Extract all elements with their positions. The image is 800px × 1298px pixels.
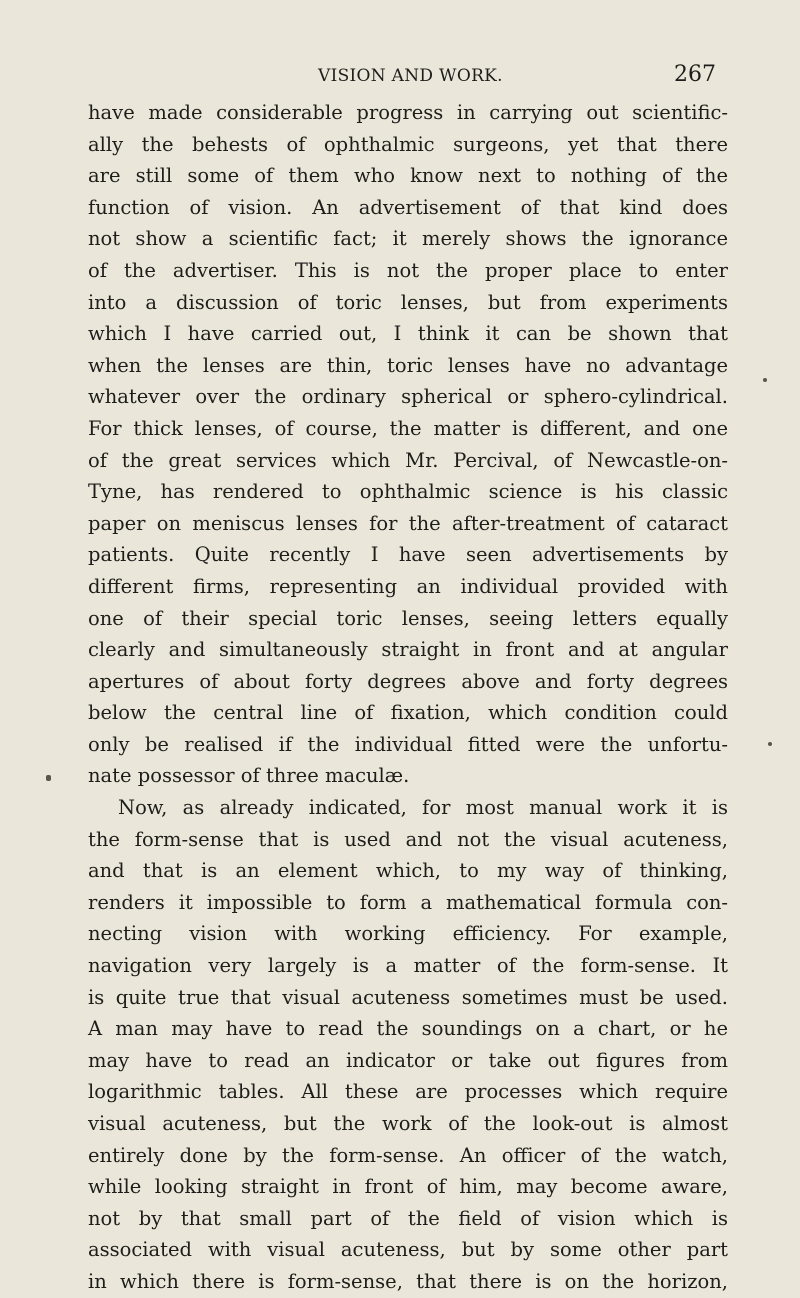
text-line: Tyne, has rendered to ophthalmic science is his classic xyxy=(88,480,728,504)
text-line: is quite true that visual acuteness sometimes must be used. xyxy=(88,985,728,1009)
text-line: have made considerable progress in carrying out scientific- xyxy=(88,101,728,124)
text-line: renders it impossible to form a mathematical formula con- xyxy=(88,890,728,914)
running-title: VISION AND WORK. xyxy=(318,66,503,86)
paper-speck xyxy=(768,742,772,746)
text-line: A man may have to read the soundings on a chart, or he xyxy=(88,1017,728,1041)
paper-speck xyxy=(763,378,767,382)
text-line: paper on meniscus lenses for the after-treatment of cataract xyxy=(88,511,728,535)
text-line: clearly and simultaneously straight in front and at angular xyxy=(88,638,728,662)
text-line: logarithmic tables. All these are processes which require xyxy=(88,1080,728,1104)
text-line: not show a scientific fact; it merely shows the ignorance xyxy=(88,227,728,251)
text-line: only be realised if the individual fitted were the unfortu- xyxy=(88,732,728,756)
text-line: entirely done by the form-sense. An officer of the watch, xyxy=(88,1143,728,1167)
text-line: one of their special toric lenses, seeing letters equally xyxy=(88,606,728,630)
text-line: which I have carried out, I think it can be shown that xyxy=(88,322,728,346)
text-line: For thick lenses, of course, the matter is different, and one xyxy=(88,416,728,440)
text-line: of the great services which Mr. Percival, of Newcastle-on- xyxy=(88,448,728,472)
text-line: function of vision. An advertisement of that kind does xyxy=(88,195,728,219)
text-line: patients. Quite recently I have seen advertisements by xyxy=(88,543,728,567)
text-line: whatever over the ordinary spherical or sphero-cylindrical. xyxy=(88,385,728,409)
paragraph-end-line: nate possessor of three maculæ. xyxy=(88,764,410,788)
running-header xyxy=(0,62,800,96)
text-line: of the advertiser. This is not the proper place to enter xyxy=(88,258,728,282)
text-line: when the lenses are thin, toric lenses have no advantage xyxy=(88,353,728,377)
text-line: different firms, representing an individual provided with xyxy=(88,574,728,598)
paper-speck xyxy=(46,775,51,781)
body-text xyxy=(88,97,728,1298)
text-line: into a discussion of toric lenses, but from experiments xyxy=(88,290,728,314)
paragraph-start-line: Now, as already indicated, for most manual work it is xyxy=(118,796,728,820)
text-line: ally the behests of ophthalmic surgeons, yet that there xyxy=(88,132,728,156)
text-line: not by that small part of the field of vision which is xyxy=(88,1206,728,1230)
text-line: while looking straight in front of him, may become aware, xyxy=(88,1175,728,1199)
text-line: apertures of about forty degrees above and forty degrees xyxy=(88,669,728,693)
page-number: 267 xyxy=(674,62,716,87)
text-line: and that is an element which, to my way of thinking, xyxy=(88,859,728,883)
text-line: the form-sense that is used and not the visual acuteness, xyxy=(88,827,728,851)
text-line: necting vision with working efficiency. For example, xyxy=(88,922,728,946)
text-line: are still some of them who know next to nothing of the xyxy=(88,164,728,188)
text-line: associated with visual acuteness, but by some other part xyxy=(88,1238,728,1262)
text-line: navigation very largely is a matter of the form-sense. It xyxy=(88,954,728,978)
text-line: below the central line of fixation, which condition could xyxy=(88,701,728,725)
text-line: visual acuteness, but the work of the look-out is almost xyxy=(88,1112,728,1135)
text-line: in which there is form-sense, that there is on the horizon, xyxy=(88,1269,728,1293)
text-line: may have to read an indicator or take out figures from xyxy=(88,1048,728,1072)
